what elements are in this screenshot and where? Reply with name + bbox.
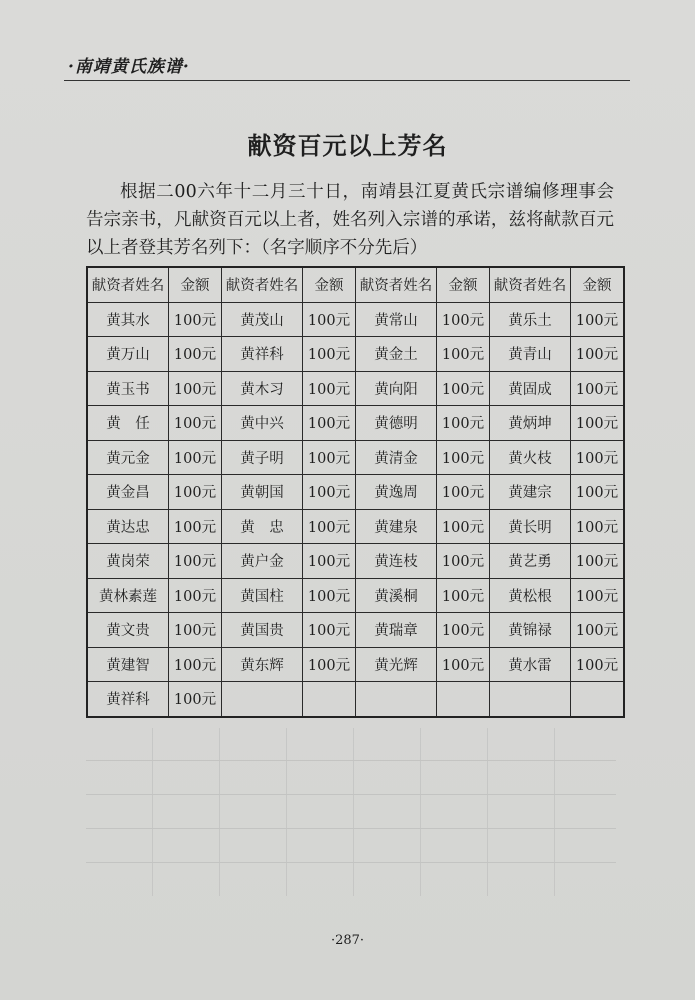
donor-name-cell: 黄长明	[490, 509, 571, 544]
donor-name-cell: 黄炳坤	[490, 406, 571, 441]
donor-name-cell: 黄德明	[356, 406, 437, 441]
donor-amount-cell: 100元	[303, 406, 356, 441]
donor-amount-cell: 100元	[169, 613, 222, 648]
page-number: ·287·	[330, 933, 365, 948]
donor-name-cell: 黄光辉	[356, 647, 437, 682]
donor-name-cell: 黄 任	[87, 406, 169, 441]
donor-amount-cell: 100元	[437, 475, 490, 510]
table-row	[87, 682, 624, 717]
donor-name-cell: 黄东辉	[222, 647, 303, 682]
donor-amount-cell: 100元	[303, 337, 356, 372]
donor-table-body	[87, 302, 624, 717]
donor-name-cell: 黄水雷	[490, 647, 571, 682]
donor-amount-cell: 100元	[303, 475, 356, 510]
table-row	[87, 578, 624, 613]
donor-amount-cell: 100元	[571, 302, 625, 337]
donor-name-cell: 黄子明	[222, 440, 303, 475]
donor-amount-cell: 100元	[303, 371, 356, 406]
donor-amount-cell: 100元	[169, 371, 222, 406]
donor-name-cell: 黄逸周	[356, 475, 437, 510]
header-name-2: 献资者姓名	[222, 267, 303, 302]
page-title: 献资百元以上芳名	[247, 131, 448, 160]
donor-name-cell: 黄清金	[356, 440, 437, 475]
donor-amount-cell: 100元	[571, 613, 625, 648]
donor-amount-cell: 100元	[169, 302, 222, 337]
donor-name-cell: 黄锦禄	[490, 613, 571, 648]
donor-name-cell: 黄常山	[356, 302, 437, 337]
donor-amount-cell: 100元	[169, 578, 222, 613]
donor-name-cell: 黄户金	[222, 544, 303, 579]
donor-amount-cell: 100元	[437, 337, 490, 372]
donor-name-cell: 黄乐土	[490, 302, 571, 337]
donor-name-cell: 黄祥科	[87, 682, 169, 717]
intro-paragraph: 根据二00六年十二月三十日，南靖县江夏黄氏宗谱编修理事会告宗亲书，凡献资百元以上者，姓名列入宗谱的承诺，兹将献款百元以上者登其芳名列下：（名字顺序不分先后）	[86, 182, 614, 258]
table-row	[87, 544, 624, 579]
donor-table	[86, 266, 625, 718]
donor-amount-cell: 100元	[437, 302, 490, 337]
table-row	[87, 337, 624, 372]
table-row	[87, 613, 624, 648]
donor-name-cell: 黄文贵	[87, 613, 169, 648]
donor-name-cell: 黄艺勇	[490, 544, 571, 579]
table-row	[87, 475, 624, 510]
donor-amount-cell: 100元	[571, 509, 625, 544]
donor-name-cell: 黄万山	[87, 337, 169, 372]
donor-name-cell: 黄达忠	[87, 509, 169, 544]
donor-name-cell: 黄木习	[222, 371, 303, 406]
donor-amount-cell: 100元	[169, 682, 222, 717]
donor-amount-cell: 100元	[571, 406, 625, 441]
donor-amount-cell: 100元	[571, 647, 625, 682]
donor-amount-cell: 100元	[303, 613, 356, 648]
donor-amount-cell: 100元	[303, 647, 356, 682]
running-header: ·南靖黄氏族谱·	[68, 57, 190, 77]
donor-amount-cell: 100元	[571, 578, 625, 613]
donor-name-cell: 黄茂山	[222, 302, 303, 337]
donor-amount-cell: 100元	[437, 440, 490, 475]
donor-amount-cell: 100元	[437, 406, 490, 441]
donor-name-cell: 黄松根	[490, 578, 571, 613]
donor-name-cell: 黄国柱	[222, 578, 303, 613]
donor-amount-cell: 100元	[169, 406, 222, 441]
header-rule	[64, 80, 630, 81]
table-row	[87, 406, 624, 441]
donor-name-cell	[490, 682, 571, 717]
donor-name-cell: 黄其水	[87, 302, 169, 337]
donor-amount-cell: 100元	[571, 475, 625, 510]
donor-name-cell: 黄瑞章	[356, 613, 437, 648]
donor-amount-cell: 100元	[303, 509, 356, 544]
donor-name-cell: 黄玉书	[87, 371, 169, 406]
table-row	[87, 647, 624, 682]
donor-amount-cell: 100元	[437, 647, 490, 682]
donor-amount-cell: 100元	[169, 440, 222, 475]
donor-amount-cell: 100元	[437, 509, 490, 544]
donor-amount-cell	[571, 682, 625, 717]
donor-name-cell: 黄金土	[356, 337, 437, 372]
header-name-1: 献资者姓名	[87, 267, 169, 302]
donor-amount-cell: 100元	[169, 647, 222, 682]
header-name-4: 献资者姓名	[490, 267, 571, 302]
donor-name-cell: 黄岗荣	[87, 544, 169, 579]
donor-name-cell: 黄溪桐	[356, 578, 437, 613]
donor-name-cell: 黄林素莲	[87, 578, 169, 613]
donor-amount-cell: 100元	[169, 337, 222, 372]
donor-amount-cell: 100元	[169, 475, 222, 510]
donor-amount-cell: 100元	[303, 440, 356, 475]
table-row	[87, 371, 624, 406]
donor-amount-cell	[437, 682, 490, 717]
donor-amount-cell: 100元	[571, 544, 625, 579]
table-row	[87, 440, 624, 475]
header-amount-4: 金额	[571, 267, 625, 302]
donor-name-cell: 黄建智	[87, 647, 169, 682]
header-amount-2: 金额	[303, 267, 356, 302]
donor-amount-cell: 100元	[303, 302, 356, 337]
donor-amount-cell: 100元	[571, 371, 625, 406]
donor-name-cell: 黄向阳	[356, 371, 437, 406]
donor-name-cell: 黄祥科	[222, 337, 303, 372]
header-name-3: 献资者姓名	[356, 267, 437, 302]
donor-name-cell: 黄建泉	[356, 509, 437, 544]
donor-name-cell: 黄朝国	[222, 475, 303, 510]
donor-amount-cell: 100元	[437, 544, 490, 579]
donor-name-cell: 黄青山	[490, 337, 571, 372]
donor-amount-cell	[303, 682, 356, 717]
donor-amount-cell: 100元	[571, 337, 625, 372]
donor-amount-cell: 100元	[571, 440, 625, 475]
table-row	[87, 302, 624, 337]
bleed-through-table	[86, 728, 616, 896]
donor-name-cell: 黄连枝	[356, 544, 437, 579]
header-amount-1: 金额	[169, 267, 222, 302]
header-amount-3: 金额	[437, 267, 490, 302]
donor-name-cell: 黄国贵	[222, 613, 303, 648]
donor-name-cell: 黄元金	[87, 440, 169, 475]
donor-amount-cell: 100元	[437, 613, 490, 648]
donor-name-cell: 黄金昌	[87, 475, 169, 510]
table-header-row	[87, 267, 624, 302]
donor-amount-cell: 100元	[303, 544, 356, 579]
donor-name-cell: 黄 忠	[222, 509, 303, 544]
donor-name-cell	[356, 682, 437, 717]
donor-amount-cell: 100元	[169, 544, 222, 579]
donor-amount-cell: 100元	[303, 578, 356, 613]
table-row	[87, 509, 624, 544]
donor-name-cell: 黄火枝	[490, 440, 571, 475]
donor-name-cell: 黄中兴	[222, 406, 303, 441]
donor-amount-cell: 100元	[437, 578, 490, 613]
donor-amount-cell: 100元	[169, 509, 222, 544]
donor-name-cell: 黄建宗	[490, 475, 571, 510]
donor-amount-cell: 100元	[437, 371, 490, 406]
donor-name-cell	[222, 682, 303, 717]
donor-name-cell: 黄固成	[490, 371, 571, 406]
